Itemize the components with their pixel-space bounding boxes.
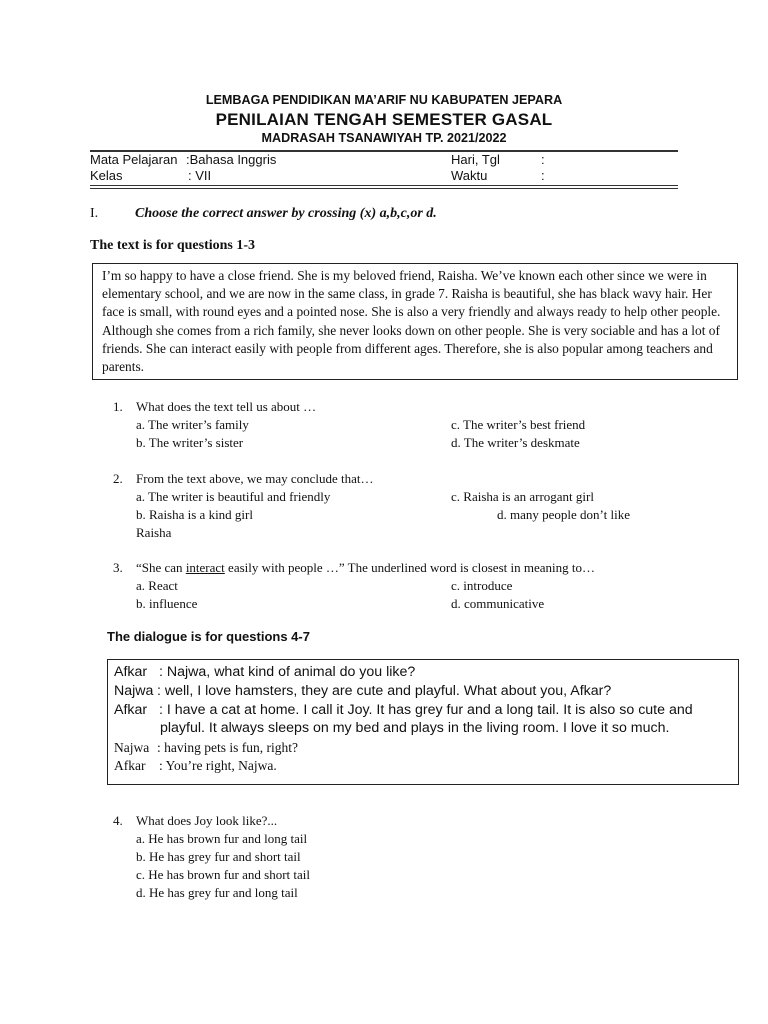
passage1-text: I’m so happy to have a close friend. She is my beloved friend, Raisha. We’ve known each other since we were in elementary school, and we are now in the same class, in grade 7. Raisha is beautiful, she has black wavy hair. Her face is small, with round eyes and a pointed nose. She is also a very friendly and always ready to help other people. Although she comes from a rich family, she never looks down on other people. She is very sociable and has a lot of friends. She can interact easily with people from different ages. Therefore, she is also popular among teachers and parents. <box>102 268 721 375</box>
q1-option-c[interactable]: c. The writer’s best friend <box>451 417 586 432</box>
q3-option-d[interactable]: d. communicative <box>451 596 545 611</box>
dialogue-line4-text: : having pets is fun, right? <box>157 740 298 755</box>
q3-option-c[interactable]: c. introduce <box>451 578 513 593</box>
q1-option-d[interactable]: d. The writer’s deskmate <box>451 435 580 450</box>
header-divider-bottom-1 <box>90 185 678 186</box>
section-instruction: Choose the correct answer by crossing (x) a,b,c,or d. <box>135 206 437 221</box>
q4-option-c[interactable]: c. He has brown fur and short tail <box>136 867 311 882</box>
q3-option-b[interactable]: b. influence <box>136 596 198 611</box>
day-value: : <box>541 152 545 167</box>
q3-question-post: easily with people …” The underlined word is closest in meaning to… <box>224 560 595 575</box>
passage1-box <box>92 263 738 380</box>
class-label: Kelas <box>90 168 123 183</box>
q4-option-b[interactable]: b. He has grey fur and short tail <box>136 849 301 864</box>
header-divider-top <box>90 150 678 152</box>
q2-option-d[interactable]: d. many people don’t like <box>497 507 630 522</box>
dialogue-heading: The dialogue is for questions 4-7 <box>107 629 310 644</box>
exam-title: PENILAIAN TENGAH SEMESTER GASAL <box>215 110 553 129</box>
subject-value: :Bahasa Inggris <box>186 152 277 167</box>
time-label: Waktu <box>451 168 488 183</box>
header-divider-bottom-2 <box>90 188 678 189</box>
q2-option-d-continued: Raisha <box>136 525 172 540</box>
dialogue-line3-speaker: Afkar <box>114 702 148 718</box>
q1-option-b[interactable]: b. The writer’s sister <box>136 435 244 450</box>
q2-question: From the text above, we may conclude that… <box>136 471 374 486</box>
school-year: MADRASAH TSANAWIYAH TP. 2021/2022 <box>261 131 507 145</box>
q3-question-pre: “She can <box>136 560 186 575</box>
q1-number: 1. <box>113 399 123 414</box>
dialogue-line5-text: : You’re right, Najwa. <box>159 758 277 773</box>
dialogue-line1-speaker: Afkar <box>114 664 148 680</box>
q2-option-a[interactable]: a. The writer is beautiful and friendly <box>136 489 331 504</box>
time-value: : <box>541 168 545 183</box>
q3-option-a[interactable]: a. React <box>136 578 178 593</box>
dialogue-line4-speaker: Najwa <box>114 740 150 755</box>
day-label: Hari, Tgl <box>451 152 500 167</box>
dialogue-line1-text: : Najwa, what kind of animal do you like? <box>159 664 416 680</box>
q4-number: 4. <box>113 813 123 828</box>
q4-option-d[interactable]: d. He has grey fur and long tail <box>136 885 298 900</box>
dialogue-box <box>107 659 739 785</box>
dialogue-line3-continued: playful. It always sleeps on my bed and plays in the living room. I love it so much. <box>160 720 670 736</box>
institution-title: LEMBAGA PENDIDIKAN MA’ARIF NU KABUPATEN JEPARA <box>205 93 563 107</box>
dialogue-line3-text: : I have a cat at home. I call it Joy. It has grey fur and a long tail. It is also so cute and <box>159 702 693 718</box>
q3-number: 3. <box>113 560 123 575</box>
q2-option-b[interactable]: b. Raisha is a kind girl <box>136 507 253 522</box>
q4-option-a[interactable]: a. He has brown fur and long tail <box>136 831 308 846</box>
dialogue-line5-speaker: Afkar <box>114 758 146 773</box>
q4-question: What does Joy look like?... <box>136 813 278 828</box>
class-value: : VII <box>188 168 212 183</box>
dialogue-line2-speaker: Najwa <box>114 683 154 699</box>
q1-question: What does the text tell us about … <box>136 399 317 414</box>
passage1-heading: The text is for questions 1-3 <box>90 238 256 253</box>
section-number: I. <box>90 206 99 221</box>
dialogue-line2-text: : well, I love hamsters, they are cute and playful. What about you, Afkar? <box>157 683 612 699</box>
q1-option-a[interactable]: a. The writer’s family <box>136 417 249 432</box>
q2-option-c[interactable]: c. Raisha is an arrogant girl <box>451 489 594 504</box>
subject-label: Mata Pelajaran <box>90 152 178 167</box>
q3-underlined-word: interact <box>185 560 225 575</box>
q3-question <box>136 560 595 576</box>
q2-number: 2. <box>113 471 123 486</box>
